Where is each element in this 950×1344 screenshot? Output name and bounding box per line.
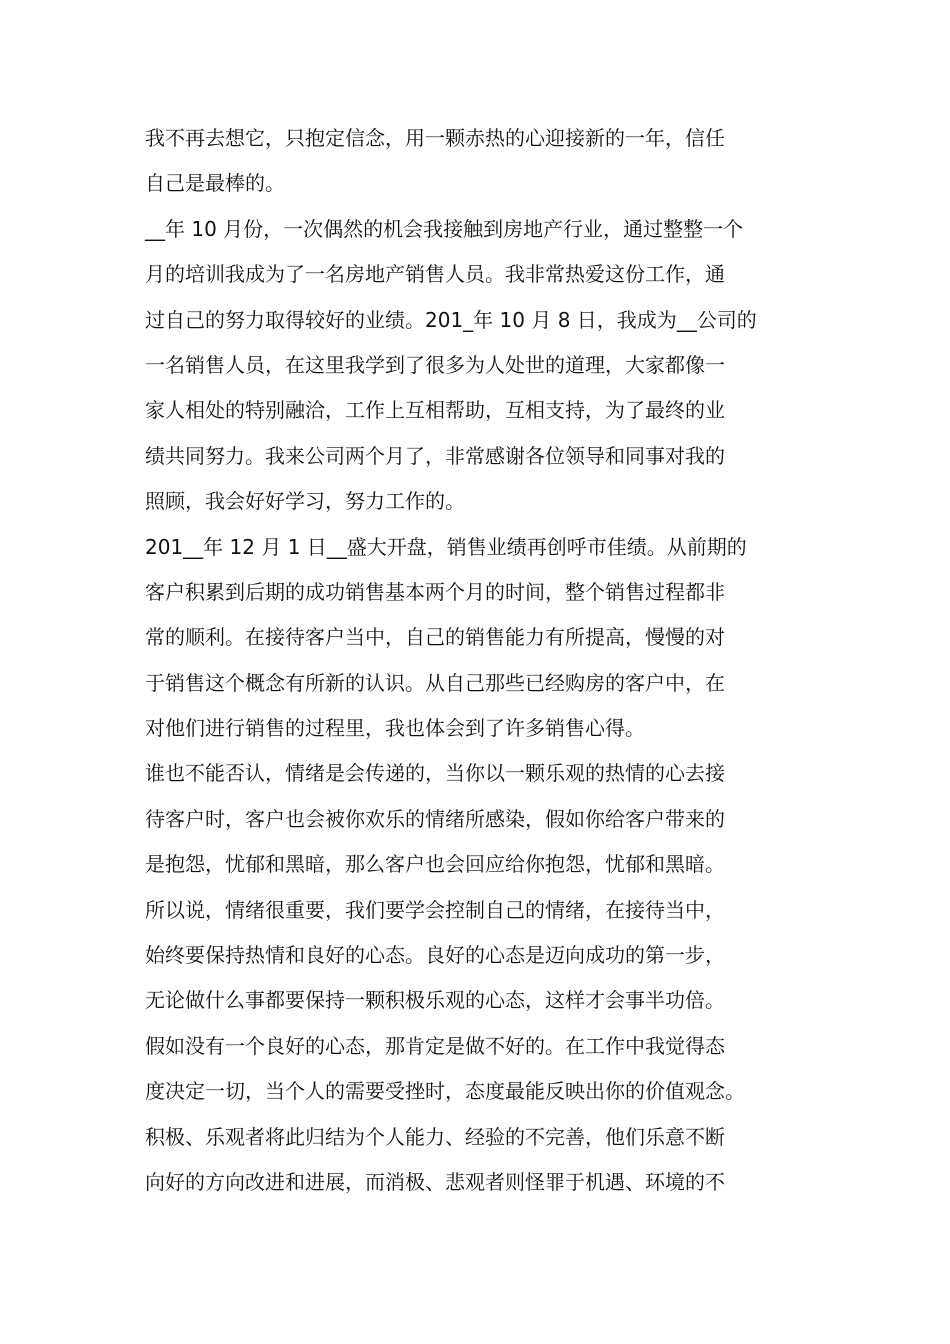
text-line: 月的培训我成为了一名房地产销售人员。我非常热爱这份工作，通 (145, 262, 725, 287)
text-line: 向好的方向改进和进展，而消极、悲观者则怪罪于机遇、环境的不 (145, 1169, 725, 1194)
text-line: 常的顺利。在接待客户当中，自己的销售能力有所提高，慢慢的对 (145, 625, 725, 650)
text-line: 是抱怨，忧郁和黑暗，那么客户也会回应给你抱怨，忧郁和黑暗。 (145, 852, 725, 877)
text-line: 无论做什么事都要保持一颗积极乐观的心态，这样才会事半功倍。 (145, 988, 725, 1013)
text-line: 假如没有一个良好的心态，那肯定是做不好的。在工作中我觉得态 (145, 1033, 725, 1058)
text-line: 始终要保持热情和良好的心态。良好的心态是迈向成功的第一步， (145, 943, 725, 968)
text-line: 待客户时，客户也会被你欢乐的情绪所感染，假如你给客户带来的 (145, 806, 725, 831)
document-body (145, 116, 835, 1205)
text-line: 绩共同努力。我来公司两个月了，非常感谢各位领导和同事对我的 (145, 443, 725, 468)
text-line: 过自己的努力取得较好的业绩。201_年 10 月 8 日，我成为__公司的 (145, 307, 757, 332)
text-line: 谁也不能否认，情绪是会传递的，当你以一颗乐观的热情的心去接 (145, 761, 725, 786)
text-line: __年 10 月份，一次偶然的机会我接触到房地产行业，通过整整一个 (145, 216, 744, 241)
text-line: 于销售这个概念有所新的认识。从自己那些已经购房的客户中，在 (145, 670, 725, 695)
text-line: 照顾，我会好好学习，努力工作的。 (145, 489, 465, 514)
text-line: 一名销售人员，在这里我学到了很多为人处世的道理，大家都像一 (145, 352, 725, 377)
text-line: 家人相处的特别融洽，工作上互相帮助，互相支持，为了最终的业 (145, 398, 725, 423)
text-line: 我不再去想它，只抱定信念，用一颗赤热的心迎接新的一年，信任 (145, 126, 725, 150)
text-line: 所以说，情绪很重要，我们要学会控制自己的情绪，在接待当中， (145, 897, 725, 922)
text-line: 201__年 12 月 1 日__盛大开盘，销售业绩再创呼市佳绩。从前期的 (145, 534, 747, 559)
text-line: 客户积累到后期的成功销售基本两个月的时间，整个销售过程都非 (145, 579, 725, 604)
text-line: 对他们进行销售的过程里，我也体会到了许多销售心得。 (145, 716, 645, 741)
text-line: 度决定一切，当个人的需要受挫时，态度最能反映出你的价值观念。 (145, 1079, 745, 1104)
text-line: 积极、乐观者将此归结为个人能力、经验的不完善，他们乐意不断 (145, 1124, 725, 1149)
text-line: 自己是最棒的。 (145, 171, 285, 196)
